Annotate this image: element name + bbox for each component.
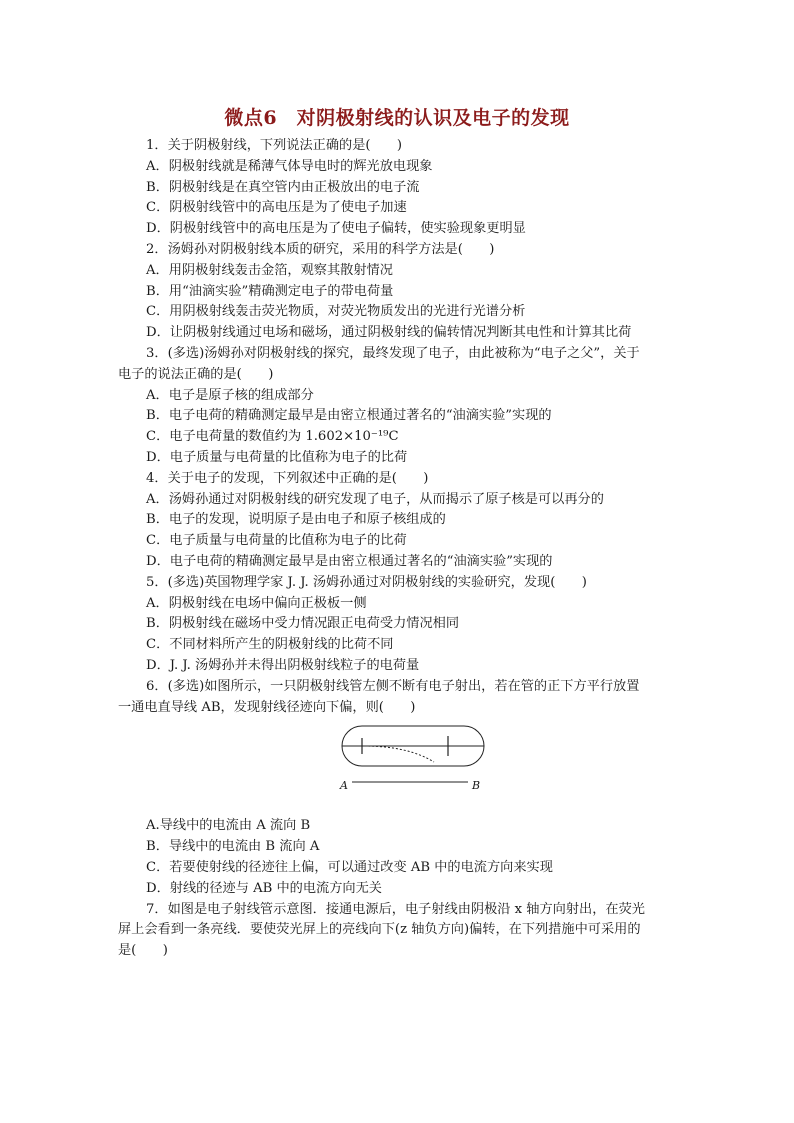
questions-block-1	[118, 136, 678, 718]
cathode-ray-tube-figure	[118, 724, 678, 812]
question-stem: 2．汤姆孙对阴极射线本质的研究，采用的科学方法是( )	[146, 241, 495, 257]
answer-option: C．阴极射线管中的高电压是为了使电子加速	[146, 200, 407, 216]
question-continuation: 一通电直导线 AB，发现射线径迹向下偏，则( )	[118, 699, 416, 715]
answer-option: C．不同材料所产生的阴极射线的比荷不同	[146, 637, 394, 653]
answer-option: A.导线中的电流由 A 流向 B	[146, 818, 311, 834]
answer-option: A．阴极射线在电场中偏向正极板一侧	[146, 595, 367, 611]
question-stem: 5．(多选)英国物理学家 J. J. 汤姆孙通过对阴极射线的实验研究，发现( )	[146, 574, 587, 590]
answer-option: D．J. J. 汤姆孙并未得出阴极射线粒子的电荷量	[146, 657, 420, 673]
question-stem: 7．如图是电子射线管示意图．接通电源后，电子射线由阴极沿 x 轴方向射出，在荧光	[146, 901, 645, 917]
answer-option: B．电子电荷的精确测定最早是由密立根通过著名的“油滴实验”实现的	[146, 408, 552, 424]
question-stem: 3．(多选)汤姆孙对阴极射线的探究，最终发现了电子，由此被称为“电子之父”，关于	[146, 345, 640, 361]
question-continuation: 电子的说法正确的是( )	[118, 366, 274, 382]
question-stem: 1．关于阴极射线，下列说法正确的是( )	[146, 138, 403, 153]
answer-option: B．阴极射线是在真空管内由正极放出的电子流	[146, 179, 420, 195]
answer-option: B．阴极射线在磁场中受力情况跟正电荷受力情况相同	[146, 616, 460, 632]
questions-block-2	[118, 816, 678, 962]
label-b: B	[472, 779, 481, 793]
question-continuation: 屏上会看到一条亮线．要使荧光屏上的亮线向下(z 轴负方向)偏转，在下列措施中可采用的	[118, 922, 641, 938]
question-content	[118, 136, 678, 962]
page-title: 微点6 对阴极射线的认识及电子的发现	[224, 107, 570, 129]
answer-option: B．电子的发现，说明原子是由电子和原子核组成的	[146, 512, 446, 528]
label-a: A	[340, 779, 348, 793]
answer-option: A．电子是原子核的组成部分	[146, 387, 314, 403]
answer-option: A．汤姆孙通过对阴极射线的研究发现了电子，从而揭示了原子核是可以再分的	[146, 491, 604, 507]
answer-option: D．电子质量与电荷量的比值称为电子的比荷	[146, 449, 408, 465]
question-stem: 6．(多选)如图所示，一只阴极射线管左侧不断有电子射出，若在管的正下方平行放置	[146, 678, 640, 694]
answer-option: D．电子电荷的精确测定最早是由密立根通过著名的“油滴实验”实现的	[146, 553, 553, 569]
answer-option: C．用阴极射线轰击荧光物质，对荧光物质发出的光进行光谱分析	[146, 304, 526, 320]
answer-option: A．阴极射线就是稀薄气体导电时的辉光放电现象	[146, 158, 433, 174]
answer-option: B．用“油滴实验”精确测定电子的带电荷量	[146, 283, 394, 299]
answer-option: C．若要使射线的径迹往上偏，可以通过改变 AB 中的电流方向来实现	[146, 859, 553, 875]
answer-option: C．电子质量与电荷量的比值称为电子的比荷	[146, 533, 407, 549]
answer-option: B．导线中的电流由 B 流向 A	[146, 839, 320, 855]
question-continuation: 是( )	[118, 943, 168, 959]
question-stem: 4．关于电子的发现，下列叙述中正确的是( )	[146, 470, 429, 486]
answer-option: D．射线的径迹与 AB 中的电流方向无关	[146, 880, 382, 896]
answer-option: D．阴极射线管中的高电压是为了使电子偏转，使实验现象更明显	[146, 221, 526, 237]
answer-option: C．电子电荷量的数值约为 1.602×10⁻¹⁹C	[146, 429, 399, 445]
deflected-beam-path	[364, 746, 434, 762]
answer-option: D．让阴极射线通过电场和磁场，通过阴极射线的偏转情况判断其电性和计算其比荷	[146, 325, 632, 341]
answer-option: A．用阴极射线轰击金箔，观察其散射情况	[146, 262, 393, 278]
